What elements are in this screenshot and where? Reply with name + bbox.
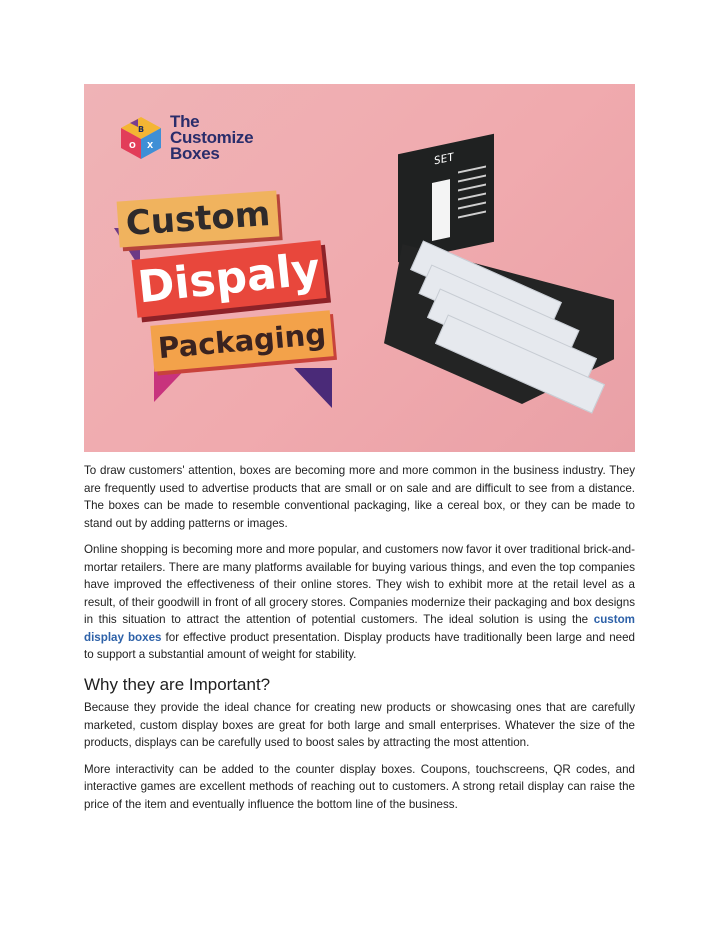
brand-line-2: Customize bbox=[170, 128, 254, 147]
cube-letter-b: B bbox=[138, 125, 145, 134]
brand-name bbox=[170, 114, 253, 162]
paragraph-4: More interactivity can be added to the counter display boxes. Coupons, touchscreens, QR codes, and interactive games are excellent methods of reaching out to customers. A strong retail display can raise the price of the item and eventually influence the bottom line of the business. bbox=[84, 762, 635, 811]
promo-banner bbox=[114, 180, 344, 430]
hero-image bbox=[84, 84, 635, 452]
box-lid bbox=[398, 134, 494, 262]
display-box-photo bbox=[384, 144, 634, 444]
brand-line-3: Boxes bbox=[170, 144, 220, 163]
cube-logo-icon bbox=[118, 115, 164, 161]
paragraph-3: Because they provide the ideal chance for creating new products or showcasing ones that are carefully marketed, custom display boxes are great for both large and small enterprises. Whatever the size of the products, displays can be carefully used to boost sales by attracting the most attention. bbox=[84, 701, 635, 749]
article-body bbox=[84, 462, 635, 822]
brand-line-1: The bbox=[170, 112, 200, 131]
product-label: SET bbox=[434, 150, 454, 168]
cube-letter-x: X bbox=[147, 141, 154, 150]
brand-logo bbox=[118, 114, 253, 162]
paragraph-1: To draw customers' attention, boxes are becoming more and more common in the business industry. They are frequently used to advertise products that are small or on sale and are difficult to see from a distance. The boxes can be made to resemble conventional packaging, like a cereal box, or they can be made to stand out by adding patterns or images. bbox=[84, 464, 635, 530]
cube-letter-o: O bbox=[129, 141, 136, 150]
ribbon-display: Dispaly bbox=[131, 240, 326, 318]
paragraph-2 bbox=[84, 541, 635, 664]
lid-product-image bbox=[432, 179, 450, 241]
paragraph-2-text-cont: for effective product presentation. Display products have traditionally been large and need to support a substantial amount of weight for stability. bbox=[84, 630, 636, 661]
paragraph-2-text: Online shopping is becoming more and more popular, and customers now favor it over traditional brick-and-mortar retailers. There are many platforms available for buying various things, and even the top companies have improved the effectiveness of their online stores. They wish to exhibit more at the retail level as a result, of their goodwill in front of all grocery stores. Companies modernize their packaging and box designs in this situation to attract the attention of potential customers. The ideal solution is using the bbox=[84, 543, 635, 626]
section-heading: Why they are Important? bbox=[84, 674, 271, 694]
lid-text-lines bbox=[458, 165, 486, 225]
ribbon-custom: Custom bbox=[117, 190, 280, 247]
banner-triangle-decoration bbox=[294, 368, 332, 408]
ribbon-packaging: Packaging bbox=[150, 310, 333, 372]
custom-display-boxes-link[interactable]: custom display boxes bbox=[84, 613, 635, 644]
